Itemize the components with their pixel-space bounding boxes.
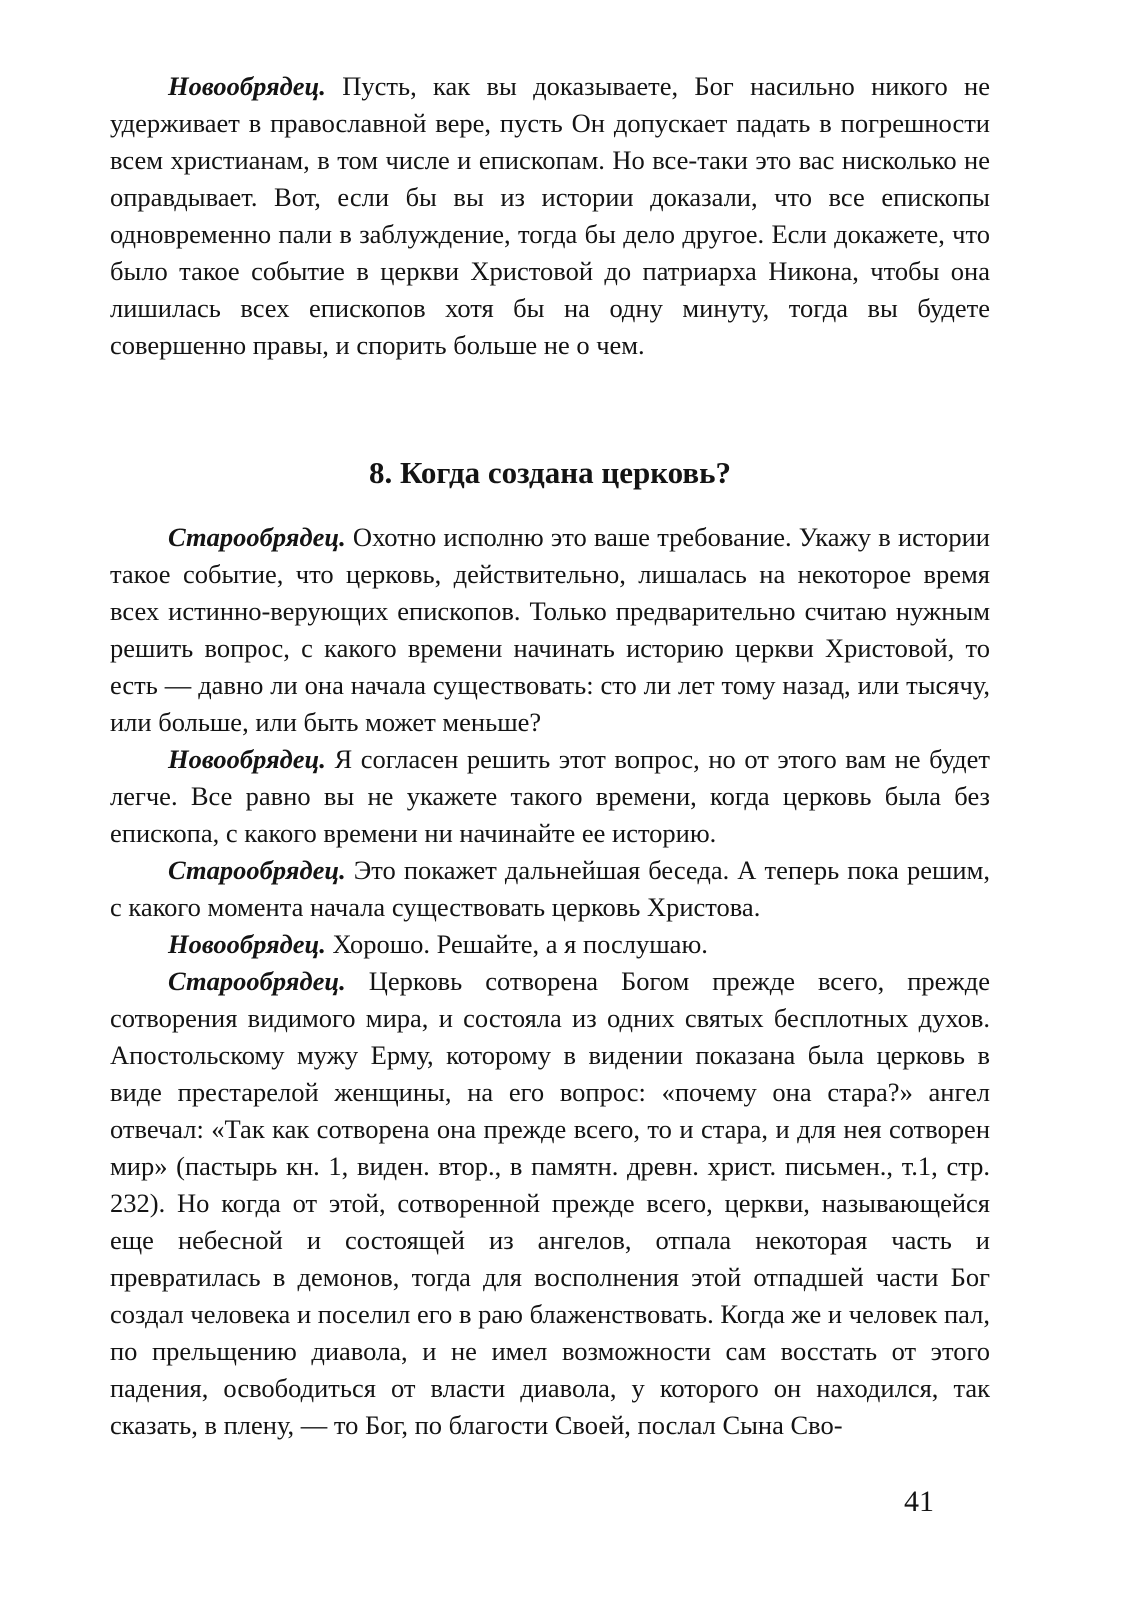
speaker-label: Старообрядец.	[168, 522, 346, 552]
paragraph-text: Церковь сотворена Богом прежде всего, прежде сотворения видимого мира, и состояла из одних святых бесплотных духов. Апостольскому мужу Ерму, которому в видении показана была церковь в виде престарелой женщины, на его вопрос: «почему она стара?» ангел отвечал: «Так как сотворена она прежде всего, то и стара, и для нея сотворен мир» (пастырь кн. 1, виден. втор., в памятн. древн. христ. письмен., т.1, стр. 232). Но когда от этой, сотворенной прежде всего, церкви, называющейся еще небесной и состоящей из ангелов, отпала некоторая часть и превратилась в демонов, тогда для восполнения этой отпадшей части Бог создал человека и поселил его в раю блаженствовать. Когда же и человек пал, по прельщению диавола, и не имел возможности сам восстать от этого падения, освободиться от власти диавола, у которого он находился, так сказать, в плену, — то Бог, по благости Своей, послал Сына Сво-	[110, 966, 990, 1440]
paragraph-text: Это покажет дальнейшая беседа. А теперь пока решим, с какого момента начала существовать церковь Христова.	[110, 855, 990, 922]
continued-paragraph-block	[110, 68, 990, 364]
speaker-label: Новообрядец.	[168, 929, 326, 959]
paragraph-text: Хорошо. Решайте, а я послушаю.	[325, 929, 708, 959]
dialogue-paragraph	[110, 519, 990, 741]
paragraph-text: Охотно исполню это ваше требование. Укажу в истории такое событие, что церковь, действительно, лишалась на некоторое время всех истинно-верующих епископов. Только предварительно считаю нужным решить вопрос, с какого времени начинать историю церкви Христовой, то есть — давно ли она начала существовать: сто ли лет тому назад, или тысячу, или больше, или быть может меньше?	[110, 522, 990, 737]
paragraph-text: Пусть, как вы доказываете, Бог насильно никого не удерживает в православной вере, пусть Он допускает падать в погрешности всем христианам, в том числе и епископам. Но все-таки это вас нисколько не оправдывает. Вот, если бы вы из истории доказали, что все епископы одновременно пали в заблуждение, тогда бы дело другое. Если докажете, что было такое событие в церкви Христовой до патриарха Никона, чтобы она лишилась всех епископов хотя бы на одну минуту, тогда вы будете совершенно правы, и спорить больше не о чем.	[110, 71, 990, 360]
section-heading: 8. Когда создана церковь?	[368, 455, 732, 490]
dialogue-paragraph	[110, 852, 990, 926]
paragraph	[110, 68, 990, 364]
page-number: 41	[904, 1485, 934, 1518]
speaker-label: Старообрядец.	[168, 966, 346, 996]
dialogue-block	[110, 519, 990, 1444]
speaker-label: Новообрядец.	[168, 744, 326, 774]
dialogue-paragraph	[110, 926, 990, 963]
paragraph-text: Я согласен решить этот вопрос, но от этого вам не будет легче. Все равно вы не укажете такого времени, когда церковь была без епископа, с какого времени ни начинайте ее историю.	[110, 744, 990, 848]
speaker-label: Новообрядец.	[168, 71, 326, 101]
dialogue-paragraph	[110, 963, 990, 1444]
dialogue-paragraph	[110, 741, 990, 852]
speaker-label: Старообрядец.	[168, 855, 346, 885]
